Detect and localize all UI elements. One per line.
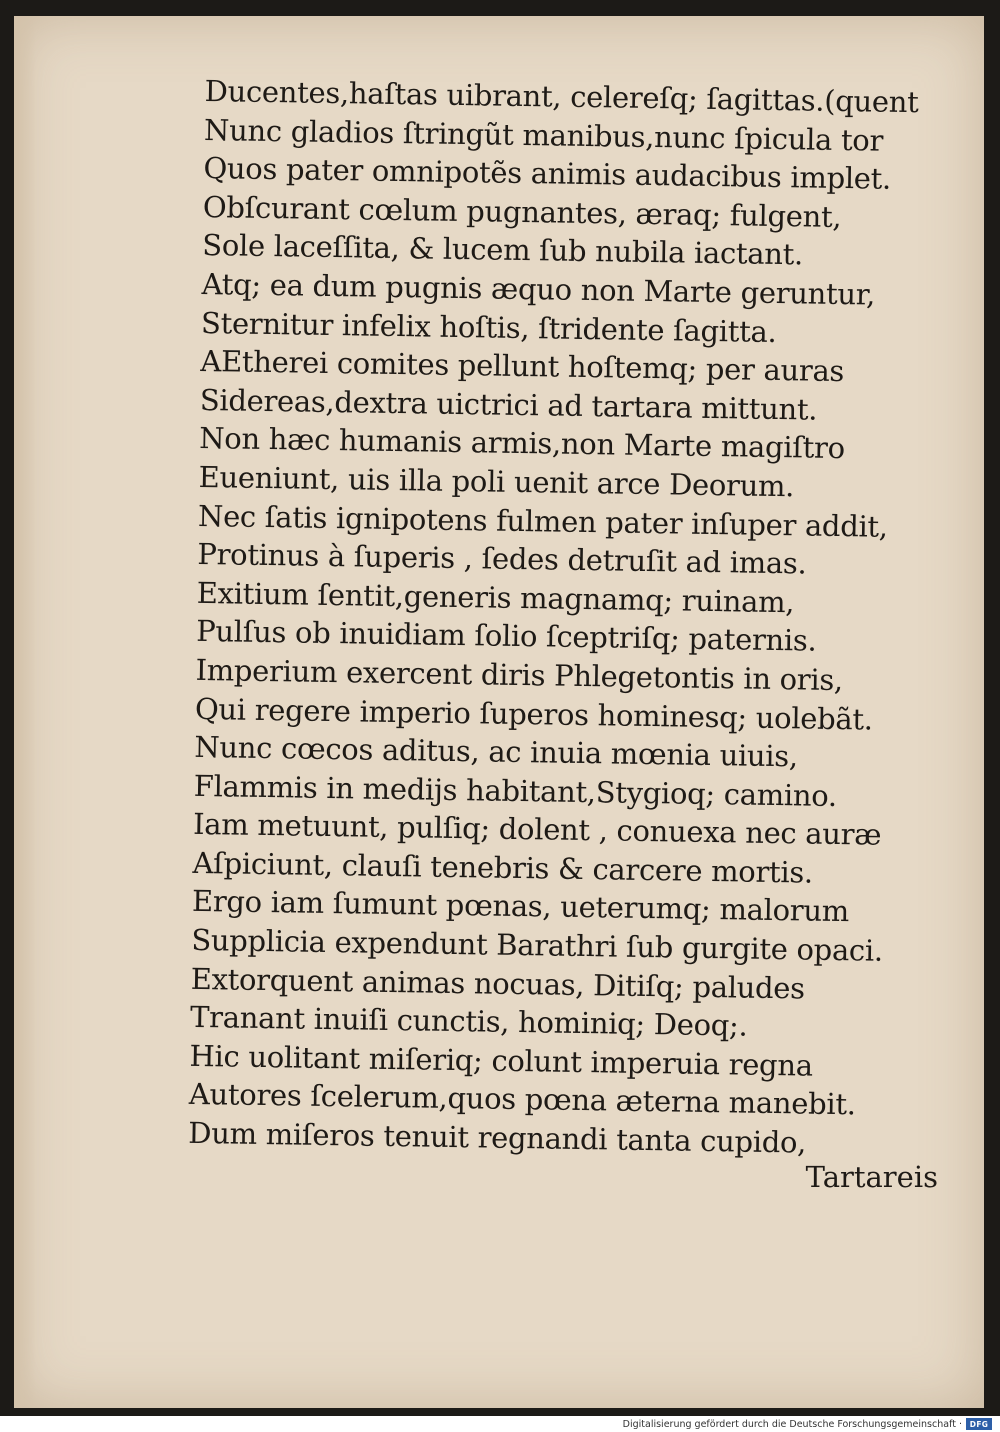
verse-line: Quos pater omnipotẽs animis audacibus implet. [203,151,892,196]
verse-line: AEtherei comites pellunt hoſtemq; per auras [200,344,845,389]
verse-line: Obſcurant cœlum pugnantes, æraq; fulgent, [202,189,842,234]
verse-line: Ducentes,haſtas uibrant, celereſq; ſagittas.(quent [204,73,919,120]
verse-line: Ergo iam ſumunt pœnas, ueterumq; malorum [191,884,850,929]
dfg-logo-text: DFG [969,1419,989,1429]
page-gutter-shadow [14,16,36,1408]
verse-line: Nunc cœcos aditus, ac inuia mœnia uiuis, [194,730,799,774]
verse-line: Atq; ea dum pugnis æquo non Marte geruntur, [201,266,876,312]
verse-line: Supplicia expendunt Barathri ſub gurgite opaci. [191,922,884,968]
verse-line: Iam metuunt, pulſiq; dolent , conuexa nec auræ [192,807,882,852]
verse-line: Flammis in medijs habitant,Stygioq; camino. [193,768,838,813]
dfg-logo-icon [966,1418,992,1430]
verse-line: Exitium ſentit,generis magnamq; ruinam, [196,575,795,620]
verse-line: Nunc gladios ſtringũt manibus,nunc ſpicula tor [203,112,884,158]
verse-line: Aſpiciunt, clauſi tenebris & carcere mortis. [192,845,814,890]
verse-line: Dum miſeros tenuit regnandi tanta cupido, [188,1115,807,1160]
verse-line: Extorquent animas nocuas, Ditiſq; paludes [190,961,806,1006]
funding-credit: Digitalisierung gefördert durch die Deutsche Forschungsgemeinschaft · [622,1418,962,1430]
verse-line: Qui regere imperio ſuperos hominesq; uolebãt. [194,691,873,737]
verse-line: Protinus à ſuperis , ſedes detruſit ad imas. [197,537,807,581]
verse-line: Non hæc humanis armis,non Marte magiſtro [198,421,846,466]
verse-line: Imperium exercent diris Phlegetontis in oris, [195,652,844,697]
verse-text-block [188,72,925,1164]
verse-line: Autores ſcelerum,quos pœna æterna manebit. [188,1077,856,1122]
verse-line: Tranant inuiſi cunctis, hominiq; Deoq;. [189,1000,748,1043]
verse-line: Nec ſatis ignipotens fulmen pater inſuper addit, [197,498,889,544]
catchword: Tartareis [805,1160,938,1194]
verse-line: Sidereas,dextra uictrici ad tartara mittunt. [199,382,818,427]
verse-line: Eueniunt, uis illa poli uenit arce Deorum. [198,459,795,504]
verse-line: Sternitur infelix hoſtis, ſtridente ſagitta. [200,305,777,349]
verse-line: Sole laceſſita, & lucem ſub nubila iactant. [202,228,804,272]
digitization-footer [0,1416,1000,1432]
verse-line: Hic uolitant miſeriq; colunt imperuia regna [189,1038,813,1083]
verse-line: Pulſus ob inuidiam ſolio ſceptriſq; paternis. [195,614,817,658]
